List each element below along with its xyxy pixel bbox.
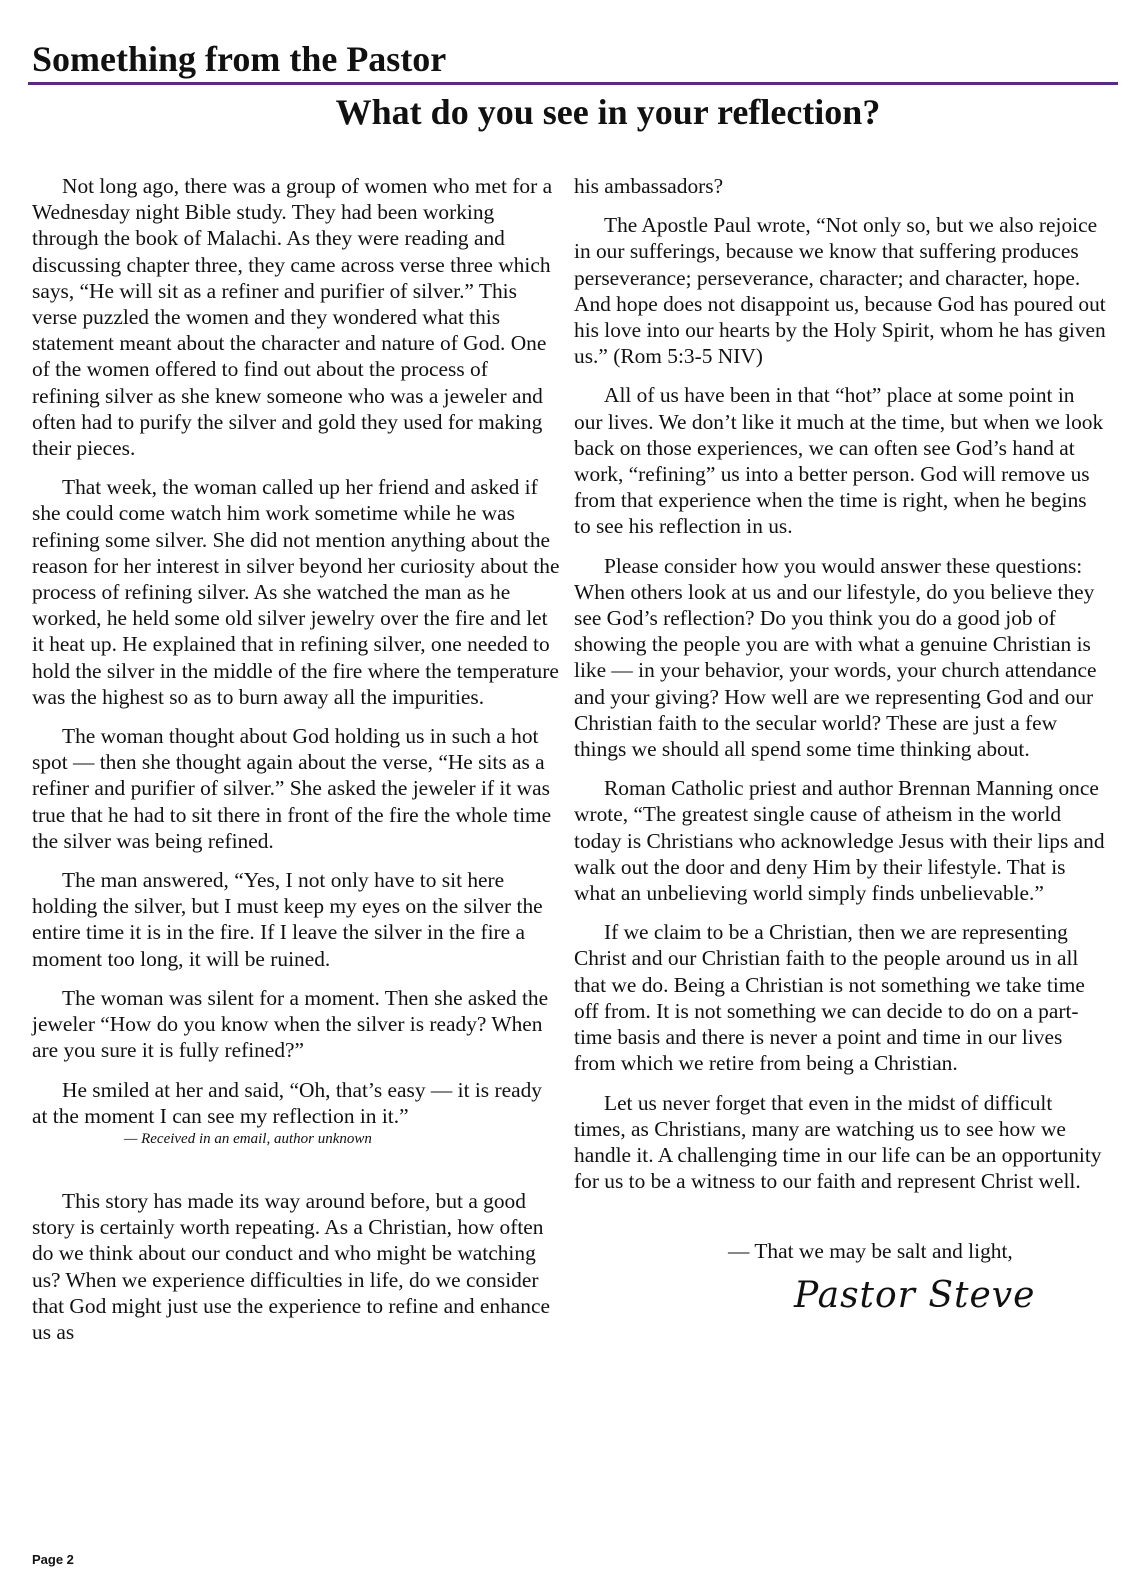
paragraph: The Apostle Paul wrote, “Not only so, but we also rejoice in our sufferings, because we know that suffering produces perseverance; perseverance, character; and character, hope. And hope does not disappoint us, because God has poured out his love into our hearts by the Holy Spirit, whom he has given us.” (Rom 5:3-5 NIV) xyxy=(574,213,1106,369)
paragraph: The man answered, “Yes, I not only have to sit here holding the silver, but I must keep my eyes on the silver the entire time it is in the fire. If I leave the silver in the fire a moment too long, it will be ruined. xyxy=(32,868,543,971)
paragraph: If we claim to be a Christian, then we are representing Christ and our Christian faith to the people around us in all that we do. Being a Christian is not something we take time off from. It is not something we can decide to do on a part-time basis and there is never a point and time in our lives from which we retire from being a Christian. xyxy=(574,920,1085,1076)
paragraph: That week, the woman called up her friend and asked if she could come watch him work sometime while he was refining some silver. She did not mention anything about the reason for her interest in silver beyond her curiosity about the process of refining silver. As she watched the man as he worked, he held some old silver jewelry over the fire and let it heat up. He explained that in refining silver, one needed to hold the silver in the middle of the fire where the temperature was the highest so as to burn away all the impurities. xyxy=(32,475,560,709)
paragraph: Not long ago, there was a group of women who met for a Wednesday night Bible study. They had been working through the book of Malachi. As they were reading and discussing chapter three, they came across verse three which says, “He will sit as a refiner and purifier of silver.” This verse puzzled the women and they wondered what this statement meant about the character and nature of God. One of the women offered to find out about the process of refining silver as she knew someone who was a jeweler and often had to purify the silver and gold they used for making their pieces. xyxy=(32,174,553,461)
spacer xyxy=(32,1148,560,1188)
page-header xyxy=(28,38,1118,135)
paragraph: He smiled at her and said, “Oh, that’s easy — it is ready at the moment I can see my reflection in it.” xyxy=(32,1077,542,1128)
left-column xyxy=(32,173,560,1358)
paragraph: The woman thought about God holding us in such a hot spot — then she thought again about the verse, “He sits as a refiner and purifier of silver.” She asked the jeweler if it was true that he had to sit there in front of the fire the whole time the silver was being refined. xyxy=(32,724,552,853)
section-title: Something from the Pastor xyxy=(32,39,447,79)
paragraph: Please consider how you would answer these questions: When others look at us and our lifestyle, do you believe they see God’s reflection? Do you think you do a good job of showing the people you are with what a genuine Christian is like — in your behavior, your words, your church attendance and your giving? How well are we representing God and our Christian faith to the secular world? These are just a few things we should all spend some time thinking about. xyxy=(574,553,1097,762)
closing-line: — That we may be salt and light, xyxy=(728,1239,1013,1264)
right-column xyxy=(574,173,1106,1316)
paragraph-continuation: his ambassadors? xyxy=(574,174,724,198)
paragraph: All of us have been in that “hot” place at some point in our lives. We don’t like it much at the time, but when we look back on those experiences, we can often see God’s hand at work, “refining” us into a better person. God will remove us from that experience when the time is right, when he begins to see his reflection in us. xyxy=(574,383,1104,539)
paragraph: This story has made its way around before, but a good story is certainly worth repeating. As a Christian, how often do we think about our conduct and who might be watching us? When we experience difficulties in life, do we consider that God might just use the experience to refine and enhance us as xyxy=(32,1188,550,1344)
paragraph: The woman was silent for a moment. Then she asked the jeweler “How do you know when the silver is ready? When are you sure it is fully refined?” xyxy=(32,985,549,1063)
header-divider xyxy=(28,82,1118,85)
story-attribution: — Received in an email, author unknown xyxy=(124,1130,372,1147)
article-headline: What do you see in your reflection? xyxy=(335,92,881,132)
paragraph: Roman Catholic priest and author Brennan Manning once wrote, “The greatest single cause of atheism in the world today is Christians who acknowledge Jesus with their lips and walk out the door and deny Him by their lifestyle. That is what an unbelieving world simply finds unbelievable.” xyxy=(574,776,1105,906)
signature: Pastor Steve xyxy=(794,1274,1036,1316)
page-number: Page 2 xyxy=(32,1552,74,1567)
paragraph: Let us never forget that even in the midst of difficult times, as Christians, many are watching us to see how we handle it. A challenging time in our life can be an opportunity for us to be a witness to our faith and represent Christ well. xyxy=(574,1090,1102,1194)
